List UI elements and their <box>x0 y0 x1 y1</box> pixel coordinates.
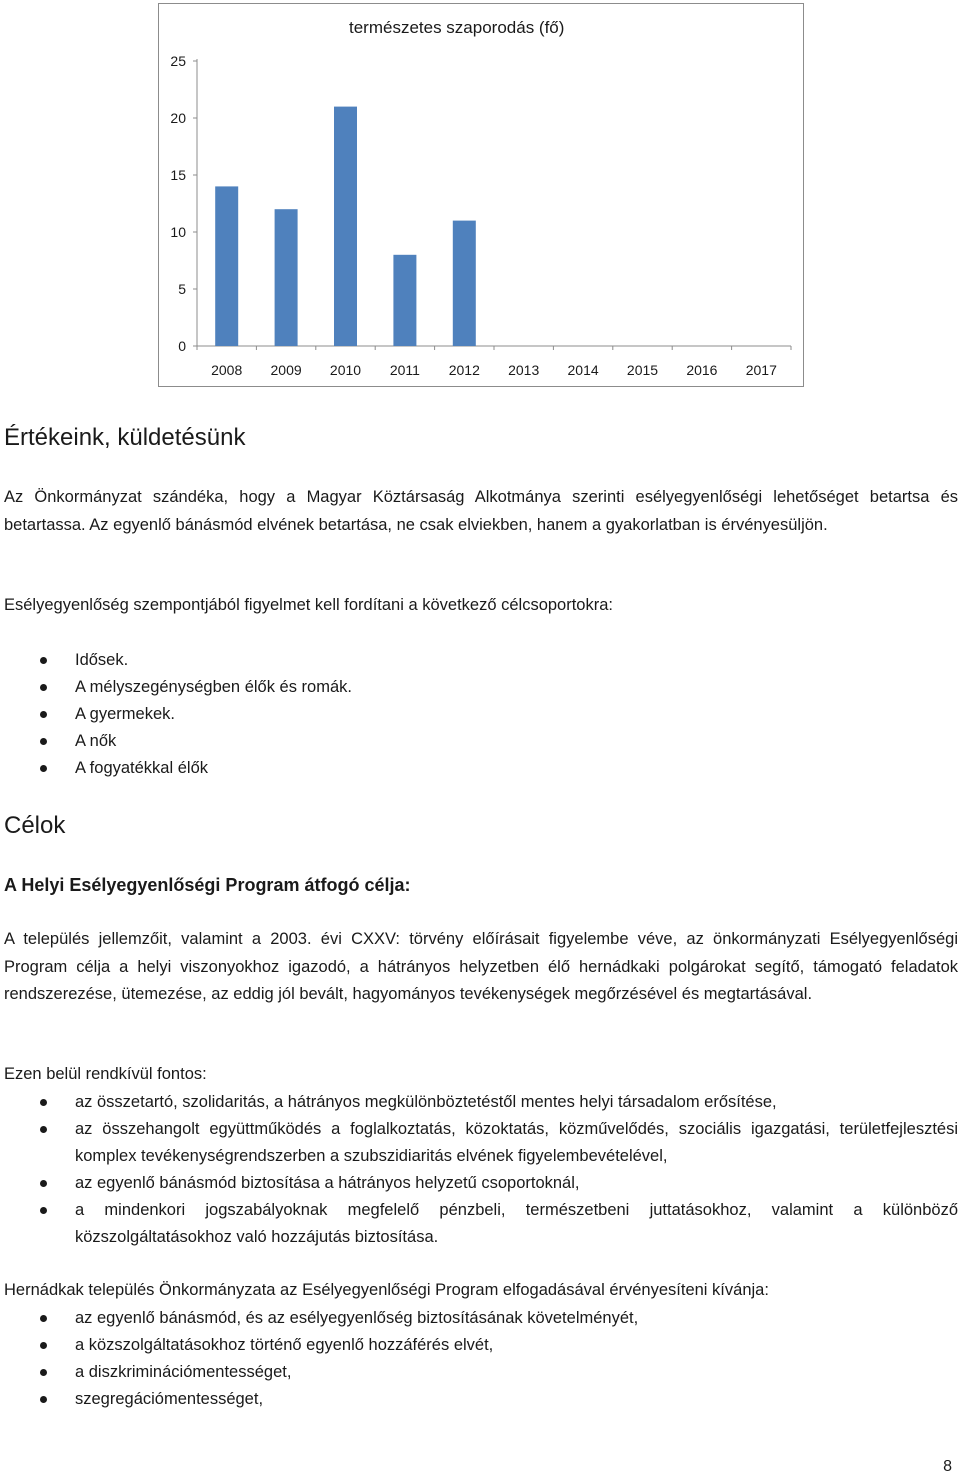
enforce-intro: Hernádkak település Önkormányzata az Esélyegyenlőségi Program elfogadásával érvényesíteni kívánja: <box>4 1281 769 1299</box>
bar-2011 <box>393 255 416 346</box>
birth-rate-chart <box>158 3 804 387</box>
list-item: a diszkriminációmentességet, <box>4 1359 958 1386</box>
x-tick-label: 2016 <box>686 362 718 378</box>
x-tick-label: 2013 <box>508 362 540 378</box>
x-tick-label: 2014 <box>567 362 599 378</box>
list-item: Idősek. <box>4 647 958 674</box>
x-tick-label: 2012 <box>448 362 480 378</box>
x-tick-label: 2017 <box>745 362 777 378</box>
x-tick-label: 2008 <box>211 362 243 378</box>
list-item: az egyenlő bánásmód biztosítása a hátrányos helyzetű csoportoknál, <box>4 1170 958 1197</box>
bullet-icon <box>40 1099 47 1106</box>
bullet-icon <box>40 1126 47 1133</box>
list-item: a közszolgáltatásokhoz történő egyenlő hozzáférés elvét, <box>4 1332 958 1359</box>
program-heading: A Helyi Esélyegyenlőségi Program átfogó célja: <box>4 875 411 895</box>
x-tick-label: 2009 <box>270 362 302 378</box>
list-item: az egyenlő bánásmód, és az esélyegyenlőség biztosításának követelményét, <box>4 1305 958 1332</box>
bullet-icon <box>40 1369 47 1376</box>
list-item: a mindenkori jogszabályoknak megfelelő pénzbeli, természetbeni juttatásokhoz, valamint a különböző közszolgáltatásokhoz való hozzájutás biztosítása. <box>4 1197 958 1251</box>
enforce-list <box>4 1305 958 1413</box>
list-item: A gyermekek. <box>4 701 958 728</box>
bar-2008 <box>215 186 238 346</box>
y-tick-label: 20 <box>170 110 186 126</box>
list-item: az összehangolt együttműködés a foglalkoztatás, közoktatás, közművelődés, szociális igazgatási, területfejlesztési komplex tevékenységrendszerben a szubszidiaritás elvének figyelembevételével, <box>4 1116 958 1170</box>
y-tick-label: 25 <box>170 53 186 69</box>
bar-2010 <box>334 107 357 346</box>
page-number: 8 <box>943 1458 952 1475</box>
bullet-icon <box>40 1342 47 1349</box>
bullet-icon <box>40 765 47 772</box>
bullet-icon <box>40 1180 47 1187</box>
list-item: A fogyatékkal élők <box>4 755 958 782</box>
x-tick-label: 2015 <box>626 362 659 378</box>
bar-2012 <box>453 221 476 346</box>
values-paragraph: Az Önkormányzat szándéka, hogy a Magyar Köztársaság Alkotmánya szerinti esélyegyenlőségi lehetőséget betartsa és betartassa. Az egyenlő bánásmód elvének betartása, ne csak elviekben, hanem a gyakorlatban is érvényesüljön. <box>4 488 958 534</box>
list-item: az összetartó, szolidaritás, a hátrányos megkülönböztetéstől mentes helyi társadalom erősítése, <box>4 1089 958 1116</box>
program-paragraph: A település jellemzőit, valamint a 2003. évi CXXV: törvény előírásait figyelembe véve, az önkormányzati Esélyegyenlőségi Program célja a helyi viszonyokhoz igazodó, a hátrányos helyzetben élő hernádkaki polgárokat segítő, támogató feladatok rendszerezése, ütemezése, az eddig jól bevált, hagyományos tevékenységek megőrzésével és megtartásával. <box>4 930 958 1003</box>
y-tick-label: 5 <box>178 281 186 297</box>
chart-title: természetes szaporodás (fő) <box>349 18 565 37</box>
x-tick-label: 2011 <box>389 362 420 378</box>
chart-plot <box>159 4 805 388</box>
list-item: szegregációmentességet, <box>4 1386 958 1413</box>
list-item: A nők <box>4 728 958 755</box>
y-tick-label: 10 <box>170 224 186 240</box>
bullet-icon <box>40 738 47 745</box>
bullet-icon <box>40 684 47 691</box>
bullet-icon <box>40 1207 47 1214</box>
bullet-icon <box>40 1396 47 1403</box>
y-tick-label: 15 <box>170 167 186 183</box>
bullet-icon <box>40 1315 47 1322</box>
important-list <box>4 1089 958 1251</box>
target-groups-intro: Esélyegyenlőség szempontjából figyelmet kell fordítani a következő célcsoportokra: <box>4 596 613 614</box>
bullet-icon <box>40 711 47 718</box>
y-tick-label: 0 <box>178 338 186 354</box>
list-item: A mélyszegénységben élők és romák. <box>4 674 958 701</box>
x-tick-label: 2010 <box>329 362 362 378</box>
target-groups-list <box>4 647 958 782</box>
important-intro: Ezen belül rendkívül fontos: <box>4 1065 207 1083</box>
bar-2009 <box>275 209 298 346</box>
bullet-icon <box>40 657 47 664</box>
values-heading: Értékeink, küldetésünk <box>4 424 246 451</box>
goals-heading: Célok <box>4 812 66 839</box>
